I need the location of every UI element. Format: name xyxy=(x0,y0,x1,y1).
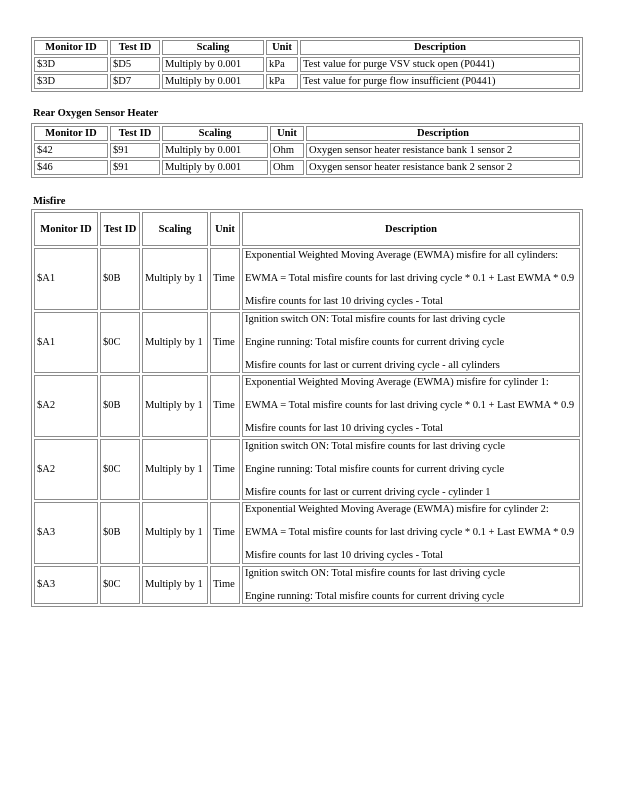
table-cell: Ignition switch ON: Total misfire counts for last driving cycle Engine running: Total misfire counts for current driving cycle Misfire counts for last or current driving cycle - all cylinders xyxy=(242,312,580,374)
table-cell: Multiply by 1 xyxy=(142,312,208,374)
table-cell: Time xyxy=(210,439,240,501)
table-cell: Ignition switch ON: Total misfire counts for last driving cycle Engine running: Total misfire counts for current driving cycle xyxy=(242,566,580,605)
table-cell: Multiply by 1 xyxy=(142,502,208,564)
column-header: Description xyxy=(306,126,580,141)
column-header: Description xyxy=(300,40,580,55)
column-header: Monitor ID xyxy=(34,212,98,246)
table-cell: $A2 xyxy=(34,439,98,501)
table-cell: Multiply by 0.001 xyxy=(162,74,264,89)
table-cell: $0B xyxy=(100,248,140,310)
table-row xyxy=(34,160,580,175)
table-cell: Multiply by 0.001 xyxy=(162,57,264,72)
column-header: Scaling xyxy=(142,212,208,246)
table-row xyxy=(34,439,580,501)
table-row xyxy=(34,57,580,72)
table-cell: $A3 xyxy=(34,566,98,605)
table-cell: $42 xyxy=(34,143,108,158)
table-cell: $D7 xyxy=(110,74,160,89)
table-cell: $0B xyxy=(100,502,140,564)
table-header-row xyxy=(34,126,580,141)
table-header-row xyxy=(34,40,580,55)
column-header: Description xyxy=(242,212,580,246)
table-row xyxy=(34,143,580,158)
table-row xyxy=(34,502,580,564)
table-row xyxy=(34,375,580,437)
table-row xyxy=(34,248,580,310)
table-cell: Ohm xyxy=(270,143,304,158)
table-row xyxy=(34,74,580,89)
table-row xyxy=(34,312,580,374)
table-cell: Multiply by 1 xyxy=(142,375,208,437)
table-cell: Multiply by 0.001 xyxy=(162,143,268,158)
table-cell: Multiply by 1 xyxy=(142,248,208,310)
column-header: Test ID xyxy=(110,126,160,141)
table-cell: $0C xyxy=(100,312,140,374)
table-cell: Time xyxy=(210,312,240,374)
table-cell: Oxygen sensor heater resistance bank 2 sensor 2 xyxy=(306,160,580,175)
table-cell: $D5 xyxy=(110,57,160,72)
table-cell: Test value for purge VSV stuck open (P0441) xyxy=(300,57,580,72)
section-title-heater: Rear Oxygen Sensor Heater xyxy=(33,108,159,119)
table-cell: $3D xyxy=(34,74,108,89)
column-header: Test ID xyxy=(100,212,140,246)
column-header: Unit xyxy=(266,40,298,55)
table-row xyxy=(34,566,580,605)
table-cell: $A2 xyxy=(34,375,98,437)
table-cell: $A1 xyxy=(34,312,98,374)
table-cell: Exponential Weighted Moving Average (EWMA) misfire for cylinder 1: EWMA = Total misfire counts for last driving cycle * 0.1 + Last EWMA * 0.9 Misfire counts for last 10 driving cycles - Total xyxy=(242,375,580,437)
table-cell: $0B xyxy=(100,375,140,437)
column-header: Unit xyxy=(270,126,304,141)
table-cell: $91 xyxy=(110,160,160,175)
table-cell: $46 xyxy=(34,160,108,175)
column-header: Scaling xyxy=(162,126,268,141)
table-cell: Oxygen sensor heater resistance bank 1 sensor 2 xyxy=(306,143,580,158)
table-cell: Multiply by 1 xyxy=(142,439,208,501)
table-cell: Time xyxy=(210,248,240,310)
section-title-misfire: Misfire xyxy=(33,196,66,207)
table-cell: Time xyxy=(210,375,240,437)
table-cell: $0C xyxy=(100,566,140,605)
purge-test-table xyxy=(31,37,583,92)
table-cell: kPa xyxy=(266,74,298,89)
table-cell: Time xyxy=(210,566,240,605)
table-cell: $3D xyxy=(34,57,108,72)
column-header: Monitor ID xyxy=(34,40,108,55)
table-cell: Exponential Weighted Moving Average (EWMA) misfire for cylinder 2: EWMA = Total misfire counts for last driving cycle * 0.1 + Last EWMA * 0.9 Misfire counts for last 10 driving cycles - Total xyxy=(242,502,580,564)
column-header: Unit xyxy=(210,212,240,246)
misfire-test-table xyxy=(31,209,583,607)
table-cell: kPa xyxy=(266,57,298,72)
column-header: Scaling xyxy=(162,40,264,55)
column-header: Monitor ID xyxy=(34,126,108,141)
table-cell: $A3 xyxy=(34,502,98,564)
table-cell: $A1 xyxy=(34,248,98,310)
table-cell: Test value for purge flow insufficient (P0441) xyxy=(300,74,580,89)
table-cell: $0C xyxy=(100,439,140,501)
table-cell: Ignition switch ON: Total misfire counts for last driving cycle Engine running: Total misfire counts for current driving cycle Misfire counts for last or current driving cycle - cylinder 1 xyxy=(242,439,580,501)
heater-test-table xyxy=(31,123,583,178)
column-header: Test ID xyxy=(110,40,160,55)
table-cell: Multiply by 1 xyxy=(142,566,208,605)
table-header-row xyxy=(34,212,580,246)
table-cell: $91 xyxy=(110,143,160,158)
table-cell: Time xyxy=(210,502,240,564)
table-cell: Multiply by 0.001 xyxy=(162,160,268,175)
table-cell: Ohm xyxy=(270,160,304,175)
table-cell: Exponential Weighted Moving Average (EWMA) misfire for all cylinders: EWMA = Total misfire counts for last driving cycle * 0.1 + Last EWMA * 0.9 Misfire counts for last 10 driving cycles - Total xyxy=(242,248,580,310)
